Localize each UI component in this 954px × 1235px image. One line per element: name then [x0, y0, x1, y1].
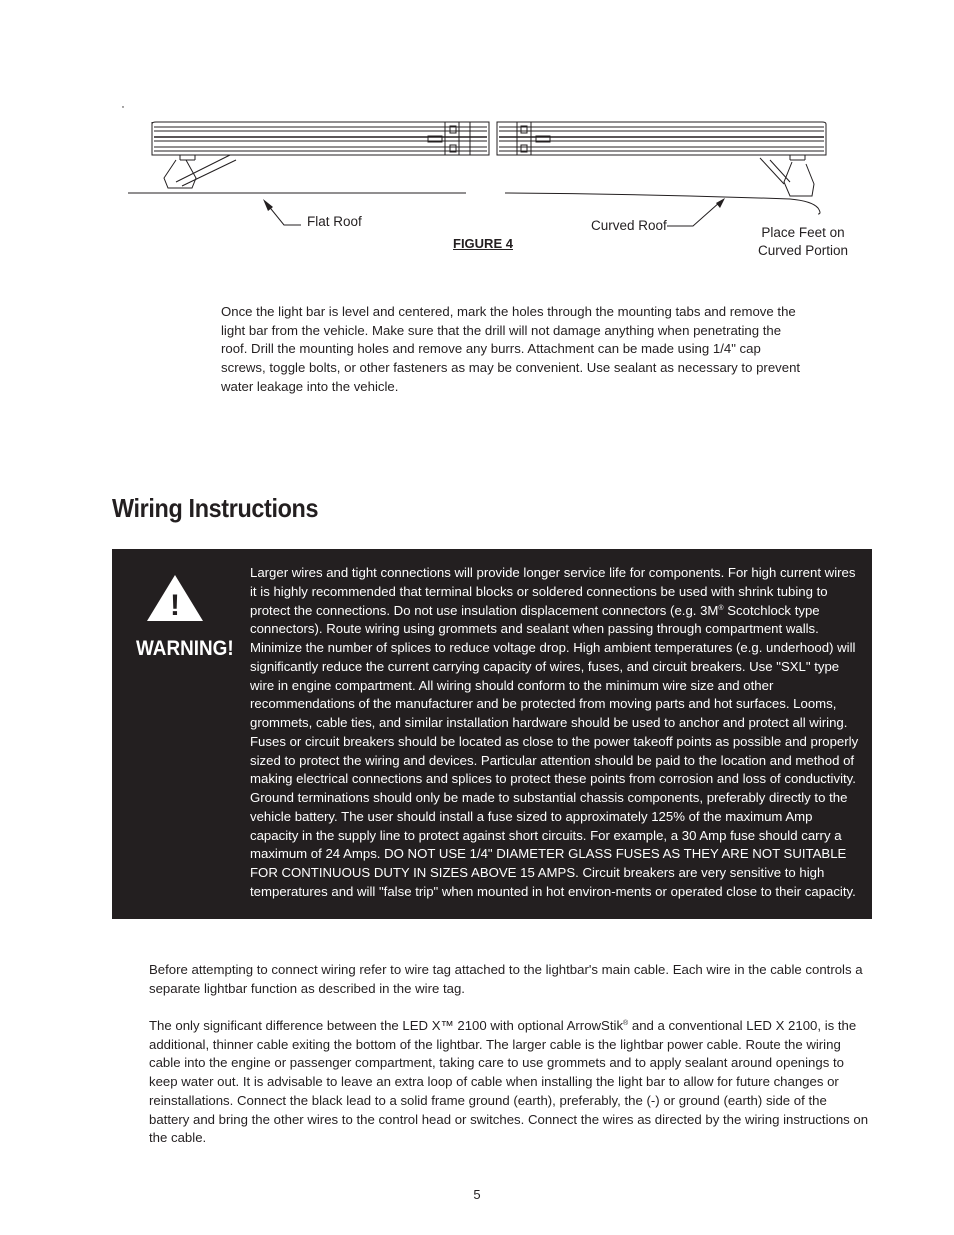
section-heading: Wiring Instructions: [112, 493, 319, 523]
registered-mark: ®: [623, 1020, 629, 1027]
figure-title: FIGURE 4: [453, 236, 513, 251]
warning-box: [112, 549, 872, 919]
flat-roof-label: Flat Roof: [307, 214, 362, 229]
lightbar-left-drawing: [152, 122, 489, 188]
curved-roof-label: Curved Roof: [591, 218, 667, 233]
page-number: 5: [473, 1187, 481, 1202]
warning-text: [250, 564, 864, 902]
warning-text-part1: Larger wires and tight connections will provide longer service life for components. For high current wires it is highly recommended that terminal blocks or soldered connections be used with shrink tubing to protect the connections. Do not use insulation displacement connectors (e.g. 3M: [250, 565, 856, 618]
place-feet-label: [743, 224, 863, 260]
arrowstik-paragraph: [149, 1017, 869, 1148]
place-feet-label-line2: Curved Portion: [757, 243, 849, 258]
warning-exclamation: !: [170, 589, 180, 622]
arrowstik-paragraph-part1: The only significant difference between the LED X™ 2100 with optional ArrowStik: [149, 1018, 624, 1033]
place-feet-label-line1: Place Feet on: [761, 225, 845, 240]
curved-roof-leader: [667, 202, 720, 226]
arrowstik-paragraph-part2: and a conventional LED X 2100, is the additional, thinner cable exiting the bottom of the lightbar. The larger cable is the lightbar power cable. Route the wiring cable into the engine or passenger compartment, taking care to use grommets and to apply sealant around openings to keep water out. It is advisable to leave an extra loop of cable when installing the light bar to allow for future changes or reinstallations. Connect the black lead to a solid frame ground (earth), preferably, the (-) or ground (earth) side of the battery and bring the other wires to the control head or switches. Connect the wires as directed by the wiring instructions on the cable.: [149, 1018, 869, 1146]
warning-text-part2: Scotchlock type connectors). Route wiring using grommets and sealant when passing through compartment walls. Minimize the number of splices to reduce voltage drop. High ambient temperatures (e.g. underhood) will significantly reduce the current carrying capacity of wires, fuses, and circuit breakers. Use "SXL" type wire in engine compartment. All wiring should conform to the minimum wire size and other recommendations of the manufacturer and be protected from moving parts and hot surfaces. Looms, grommets, cable ties, and similar installation hardware should be used to anchor and protect all wiring. Fuses or circuit breakers should be located as close to the power takeoff points as possible and properly sized to protect the wiring and devices. Particular attention should be paid to the location and method of making electrical connections and splices to protect these points from corrosion and loss of conductivity. Ground terminations should only be made to substantial chassis components, preferably directly to the vehicle battery. The user should install a fuse sized to approximately 125% of the maximum Amp capacity in the supply line to protect against short circuits. For example, a 30 Amp fuse should carry a maximum of 24 Amps. DO NOT USE 1/4" DIAMETER GLASS FUSES AS THEY ARE NOT SUITABLE FOR CONTINUOUS DUTY IN SIZES ABOVE 15 AMPS. Circuit breakers are very sensitive to high temperatures and will "false trip" when mounted in hot environ-ments or operated close to their capacity.: [250, 602, 859, 899]
curved-roof-line: [505, 193, 820, 214]
wire-tag-paragraph: Before attempting to connect wiring refer to wire tag attached to the lightbar's main cable. Each wire in the cable controls a separate lightbar function as described in the wire tag.: [149, 962, 863, 996]
registered-mark: ®: [718, 604, 724, 612]
warning-label: WARNING!: [136, 637, 234, 660]
mounting-paragraph: Once the light bar is level and centered, mark the holes through the mounting tabs and remove the light bar from the vehicle. Make sure that the drill will not damage anything when penetrating the roof. Drill the mounting holes and remove any burrs. Attachment can be made using 1/4" cap screws, toggle bolts, or other fasteners as may be convenient. Use sealant as necessary to prevent water leakage into the vehicle.: [221, 304, 801, 394]
lightbar-right-drawing: [497, 122, 826, 196]
warning-triangle-icon: [145, 573, 205, 623]
curved-roof-arrowhead: [716, 198, 725, 208]
